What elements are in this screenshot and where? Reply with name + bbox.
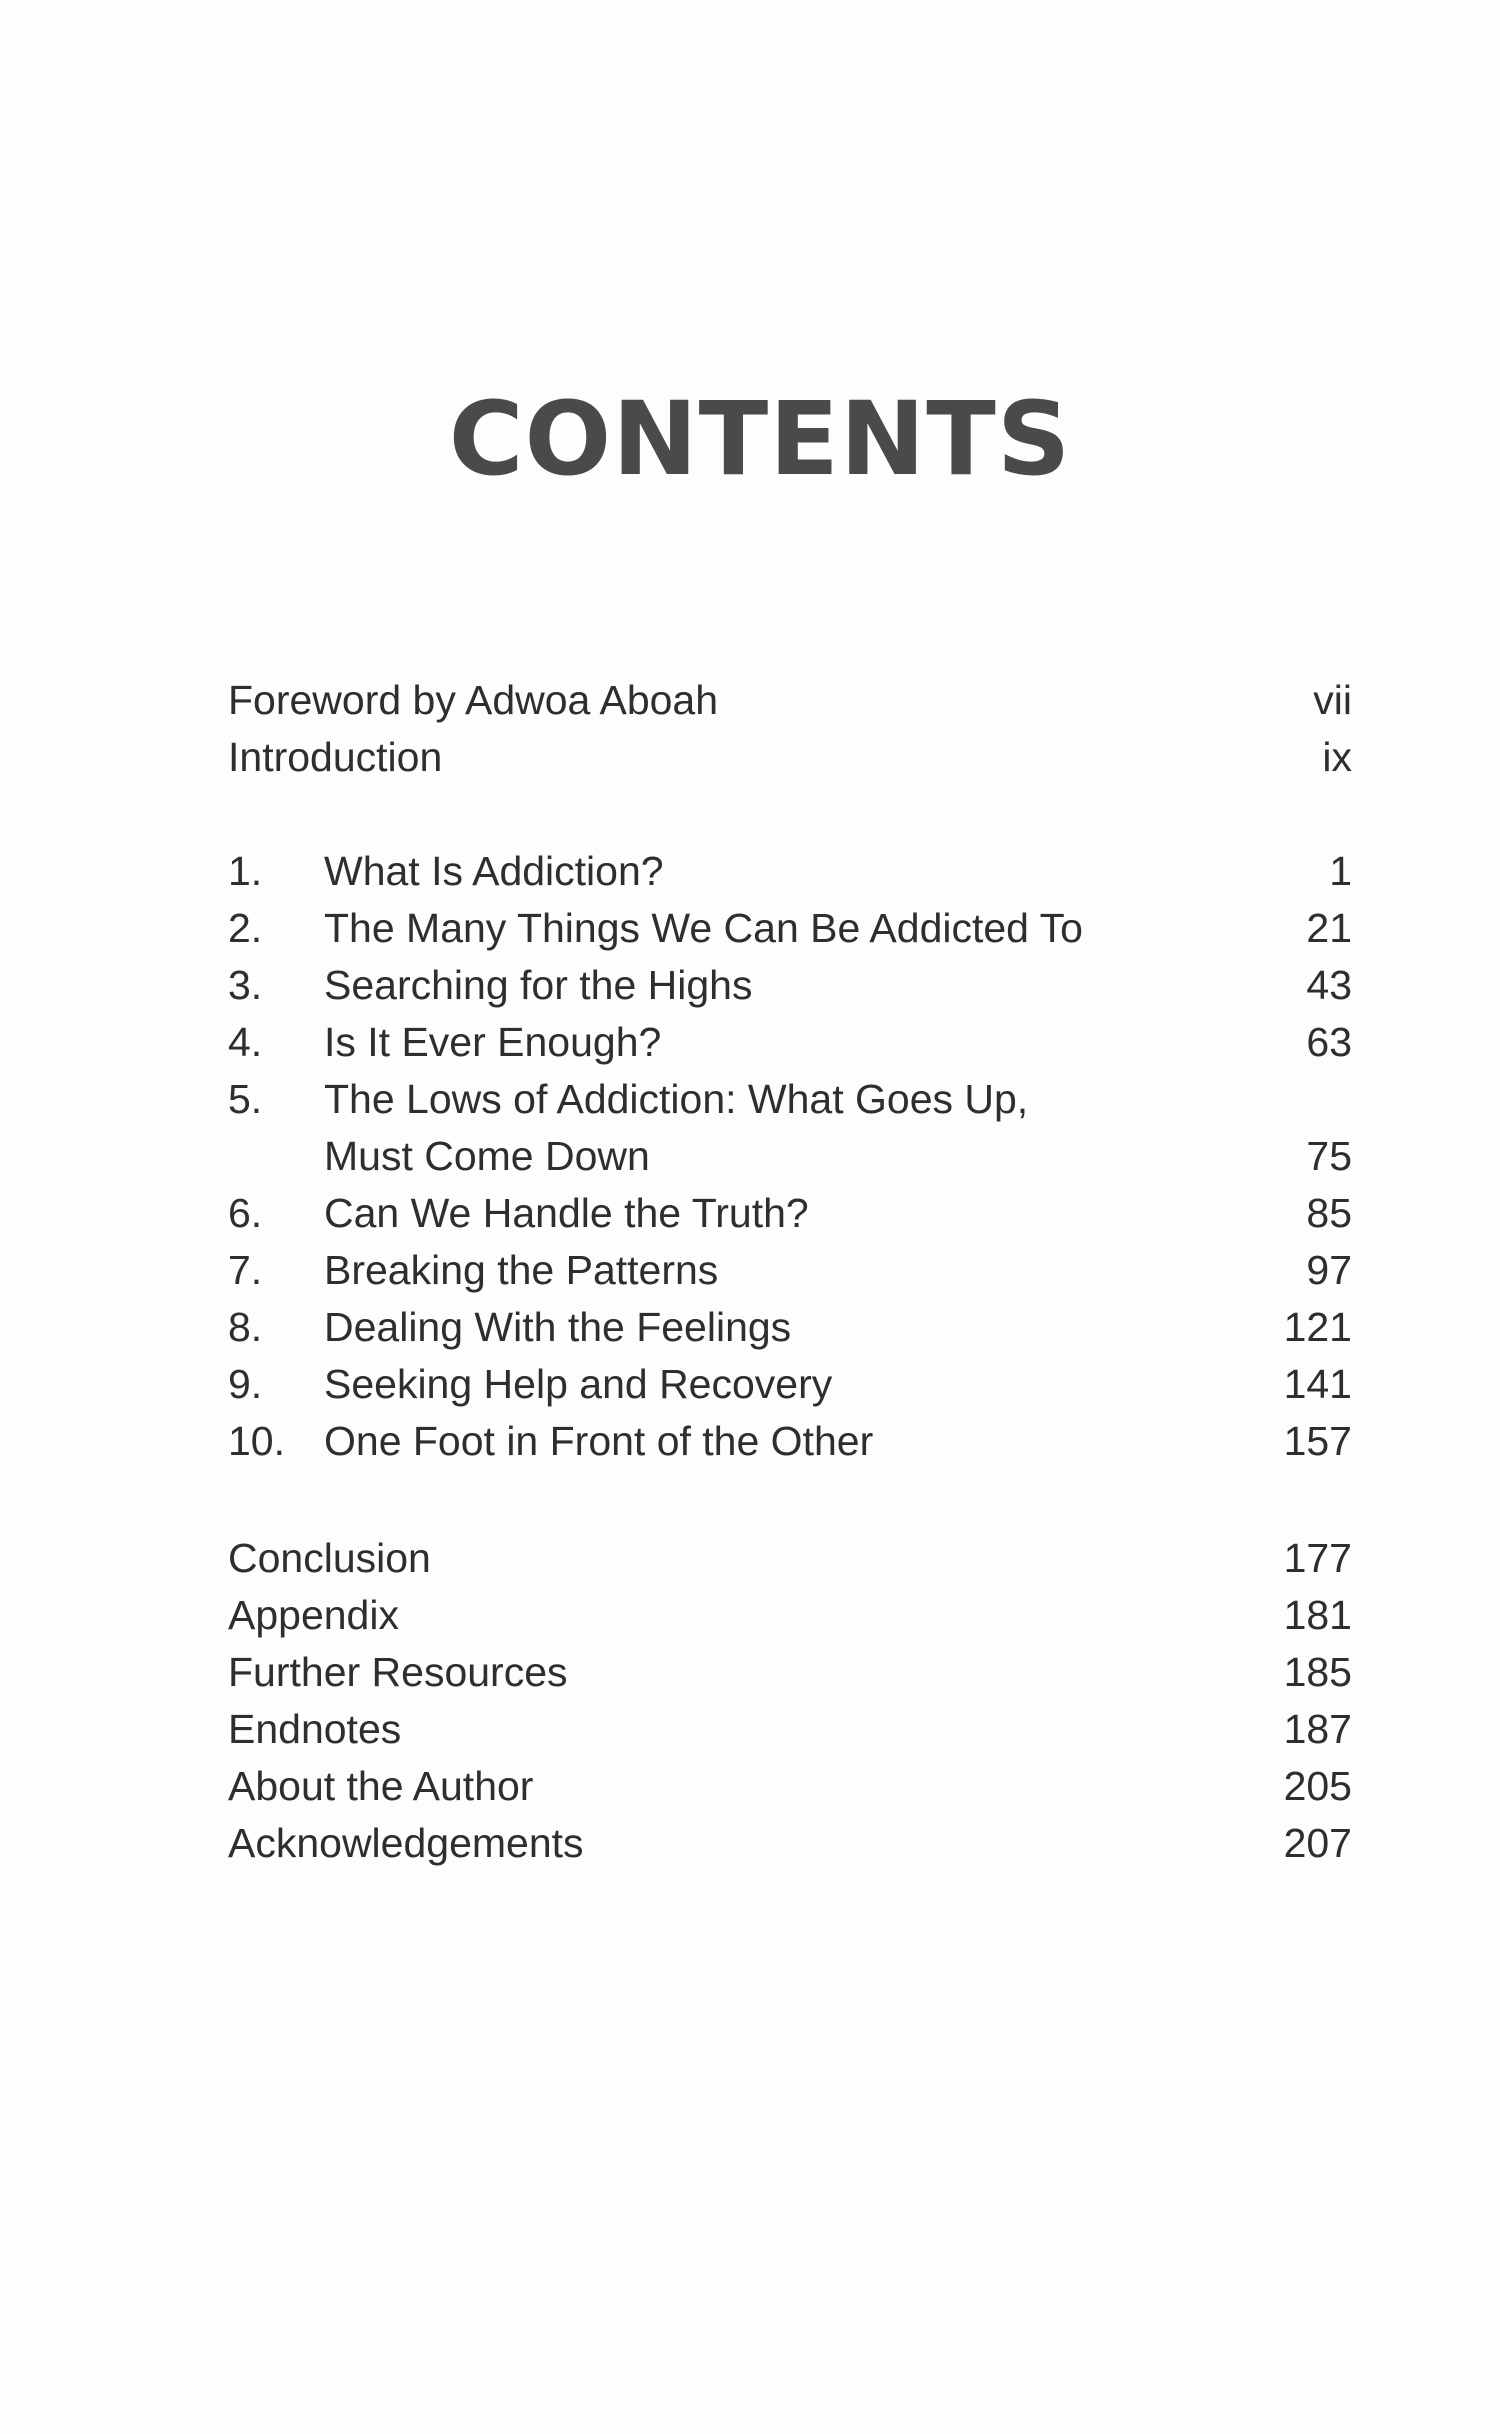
toc-entry [228,1530,1352,1587]
chapter-title: Breaking the Patterns [324,1247,719,1293]
chapter-page: 85 [1306,1190,1352,1236]
chapter-number: 5. [228,1076,263,1122]
chapter-title: What Is Addiction? [324,848,664,894]
chapter-entry [228,1356,1352,1413]
toc-entry-label: Appendix [228,1592,399,1638]
toc-entry-page: 205 [1283,1763,1352,1809]
chapter-entry [228,1185,1352,1242]
chapter-page: 97 [1306,1247,1352,1293]
chapter-number: 9. [228,1361,263,1407]
chapter-number: 6. [228,1190,263,1236]
toc-entry [228,1815,1352,1872]
chapter-entry [228,1071,1352,1128]
toc-entry-page: 207 [1283,1820,1352,1866]
chapter-entry-continuation [228,1128,1352,1185]
chapter-number: 4. [228,1019,263,1065]
toc-entry-page: vii [1313,677,1352,723]
chapter-page: 43 [1306,962,1352,1008]
toc-entry-label: About the Author [228,1763,534,1809]
toc-entry-page: 185 [1283,1649,1352,1695]
toc-entry-label: Foreword by Adwoa Aboah [228,677,719,723]
chapter-title-continuation: Must Come Down [324,1133,650,1179]
chapter-number: 10. [228,1418,285,1464]
toc-entry-label: Conclusion [228,1535,431,1581]
chapter-entry [228,1413,1352,1470]
chapter-entry [228,900,1352,957]
chapter-entry [228,957,1352,1014]
chapter-title: Seeking Help and Recovery [324,1361,833,1407]
chapter-page: 21 [1306,905,1352,951]
toc-entry-page: 187 [1283,1706,1352,1752]
toc-entry [228,729,1352,786]
chapter-page: 157 [1283,1418,1352,1464]
toc-entry-page: 177 [1283,1535,1352,1581]
toc-entry [228,1701,1352,1758]
toc-entry [228,1758,1352,1815]
chapter-page: 75 [1306,1133,1352,1179]
chapter-number: 3. [228,962,263,1008]
chapter-entry [228,1242,1352,1299]
toc-entry-label: Introduction [228,734,443,780]
chapter-number: 7. [228,1247,263,1293]
toc-entry-page: ix [1322,734,1352,780]
chapter-entry [228,1299,1352,1356]
chapter-number: 1. [228,848,263,894]
toc-entry-label: Endnotes [228,1706,402,1752]
toc-entry-label: Further Resources [228,1649,568,1695]
page-title: CONTENTS [448,380,1072,499]
chapter-page: 63 [1306,1019,1352,1065]
back-matter-list [228,1530,1352,1872]
chapter-page: 121 [1283,1304,1352,1350]
toc-entry [228,1587,1352,1644]
front-matter-list [228,672,1352,786]
chapter-entry [228,843,1352,900]
chapter-title: One Foot in Front of the Other [324,1418,874,1464]
chapter-page: 1 [1329,848,1352,894]
chapter-title: The Many Things We Can Be Addicted To [324,905,1083,951]
toc-entry [228,1644,1352,1701]
chapter-entry [228,1014,1352,1071]
chapter-number: 8. [228,1304,263,1350]
chapter-title: Searching for the Highs [324,962,753,1008]
chapter-title: Is It Ever Enough? [324,1019,662,1065]
chapter-title: The Lows of Addiction: What Goes Up, [324,1076,1029,1122]
toc-entry-page: 181 [1283,1592,1352,1638]
chapter-page: 141 [1283,1361,1352,1407]
chapter-title: Can We Handle the Truth? [324,1190,809,1236]
chapter-number: 2. [228,905,263,951]
toc-entry-label: Acknowledgements [228,1820,584,1866]
chapter-list [228,843,1352,1470]
toc-entry [228,672,1352,729]
chapter-title: Dealing With the Feelings [324,1304,792,1350]
